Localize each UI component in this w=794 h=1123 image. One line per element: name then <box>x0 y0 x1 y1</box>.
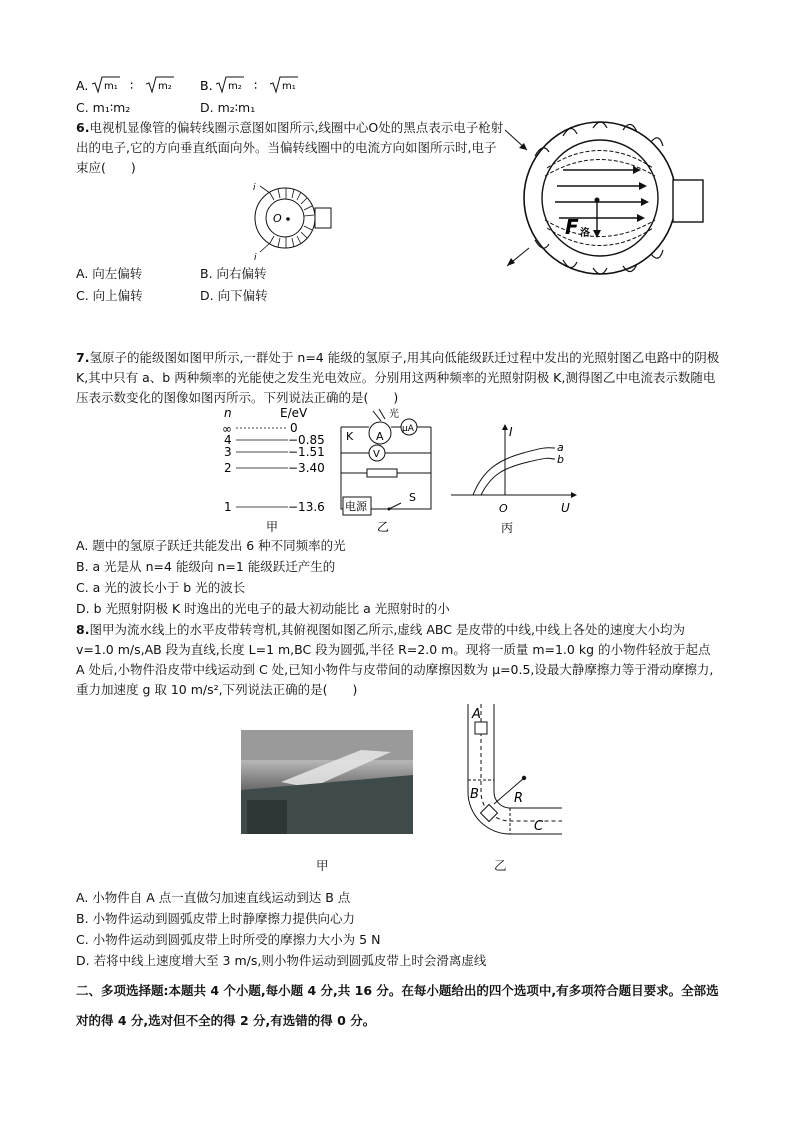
q8-option-d: D. 若将中线上速度增大至 3 m/s,则小物件运动到圆弧皮带上时会滑离虚线 <box>76 953 487 968</box>
svg-text:a: a <box>557 441 564 454</box>
q7-option-c: C. a 光的波长小于 b 光的波长 <box>76 580 246 595</box>
svg-text:−3.40: −3.40 <box>288 461 325 475</box>
q8-caption-b: 乙 <box>494 858 507 873</box>
q7-option-a: A. 题中的氢原子跃迁共能发出 6 种不同频率的光 <box>76 538 346 553</box>
svg-text:A: A <box>376 430 384 443</box>
svg-text:K: K <box>346 430 354 443</box>
q6-option-b: B. 向右偏转 <box>200 266 267 281</box>
svg-text:−0.85: −0.85 <box>288 433 325 447</box>
q8-option-b: B. 小物件运动到圆弧皮带上时静摩擦力提供向心力 <box>76 911 356 926</box>
svg-text:−13.6: −13.6 <box>288 500 325 514</box>
svg-text:b: b <box>557 453 564 466</box>
q6-stem: 6.电视机显像管的偏转线圈示意图如图所示,线圈中心O处的黑点表示电子枪射出的电子,它的方向垂直纸面向外。当偏转线圈中的电流方向如图所示时,电子束应( ) <box>76 120 504 175</box>
q5-option-a <box>76 74 186 98</box>
svg-text:甲: 甲 <box>266 520 279 534</box>
svg-text:1: 1 <box>224 500 232 514</box>
svg-text:m₂: m₂ <box>228 81 242 92</box>
svg-text:I: I <box>509 425 513 439</box>
svg-text:i: i <box>254 253 257 263</box>
svg-text:洛: 洛 <box>580 228 590 239</box>
svg-text:光: 光 <box>389 409 399 420</box>
q6-option-c: C. 向上偏转 <box>76 288 143 303</box>
q7-energy-level-diagram <box>222 407 332 535</box>
svg-text:C: C <box>534 819 544 834</box>
q5-option-c: C. m₁∶m₂ <box>76 100 131 115</box>
q7-option-d: D. b 光照射阴极 K 时逸出的光电子的最大初动能比 a 光照射时的小 <box>76 601 450 616</box>
q6-small-figure <box>240 182 350 262</box>
svg-text:0: 0 <box>290 421 298 435</box>
svg-text:丙: 丙 <box>501 521 514 535</box>
svg-text:4: 4 <box>224 433 232 447</box>
conveyor-photo <box>241 730 413 834</box>
q8-stem: 8.图甲为流水线上的水平皮带转弯机,其俯视图如图乙所示,虚线 ABC 是皮带的中线,中线上各处的速度大小均为 v=1.0 m/s,AB 段为直线,长度 L=1 m,BC 段为圆弧,半径 R=2.0 m。现将一质量 m=1.0 kg 的小物件轻放于起点 A 处后,小物件沿皮带中线运动到 C 处,已知小物件与皮带间的动摩擦因数为 μ=0.5,设最大静摩擦力等于滑动摩擦力,重力加速度 g 取 10 m/s²,下列说法正确的是( ) <box>76 622 714 697</box>
svg-text:A.: A. <box>76 78 89 93</box>
svg-text:U: U <box>561 501 570 515</box>
svg-text:∶: ∶ <box>254 78 258 93</box>
q8-option-a: A. 小物件自 A 点一直做匀加速直线运动到达 B 点 <box>76 890 351 905</box>
q8-option-c: C. 小物件运动到圆弧皮带上时所受的摩擦力大小为 5 N <box>76 932 381 947</box>
svg-text:B: B <box>470 787 479 802</box>
svg-text:m₁: m₁ <box>282 81 296 92</box>
q8-belt-diagram <box>458 702 568 852</box>
svg-text:m₂: m₂ <box>158 81 172 92</box>
svg-text:A: A <box>472 707 481 722</box>
q6-option-a: A. 向左偏转 <box>76 266 143 281</box>
svg-text:μA: μA <box>402 424 414 434</box>
svg-text:S: S <box>409 491 416 504</box>
svg-text:O: O <box>499 502 508 515</box>
svg-text:2: 2 <box>224 461 232 475</box>
svg-text:V: V <box>373 449 380 460</box>
q7-iu-graph <box>443 420 583 535</box>
q7-stem: 7.氢原子的能级图如图甲所示,一群处于 n=4 能级的氢原子,用其向低能级跃迁过程中发出的光照射图乙电路中的阴极 K,其中只有 a、b 两种频率的光能使之发生光电效应。分别用这两种频率的光照射阴极 K,测得图乙中电流表示数随电压表示数变化的图像如图丙所示。下列说法正确的是( ) <box>76 350 720 405</box>
svg-text:F: F <box>565 215 579 239</box>
svg-text:n: n <box>224 406 232 420</box>
q7-circuit-diagram <box>337 407 437 535</box>
svg-text:3: 3 <box>224 445 232 459</box>
svg-text:O: O <box>273 212 282 225</box>
svg-text:i: i <box>253 183 256 193</box>
q5-option-d: D. m₂∶m₁ <box>200 100 256 115</box>
q8-caption-a: 甲 <box>316 858 329 873</box>
section-2-heading: 二、多项选择题:本题共 4 个小题,每小题 4 分,共 16 分。在每小题给出的四个选项中,有多项符合题目要求。全部选对的得 4 分,选对但不全的得 2 分,有选错的得 0 分。 <box>76 983 719 1028</box>
svg-text:m₁: m₁ <box>104 81 118 92</box>
q5-option-b <box>200 74 310 98</box>
svg-text:∶: ∶ <box>130 78 134 93</box>
svg-text:∞: ∞ <box>222 422 232 436</box>
q6-large-figure <box>505 118 710 278</box>
q7-option-b: B. a 光是从 n=4 能级向 n=1 能级跃迁产生的 <box>76 559 336 574</box>
svg-text:电源: 电源 <box>345 500 367 513</box>
svg-text:R: R <box>514 791 524 806</box>
svg-text:B.: B. <box>200 78 213 93</box>
svg-text:乙: 乙 <box>377 520 390 534</box>
svg-text:E/eV: E/eV <box>280 406 308 420</box>
q6-option-d: D. 向下偏转 <box>200 288 268 303</box>
svg-text:−1.51: −1.51 <box>288 445 325 459</box>
